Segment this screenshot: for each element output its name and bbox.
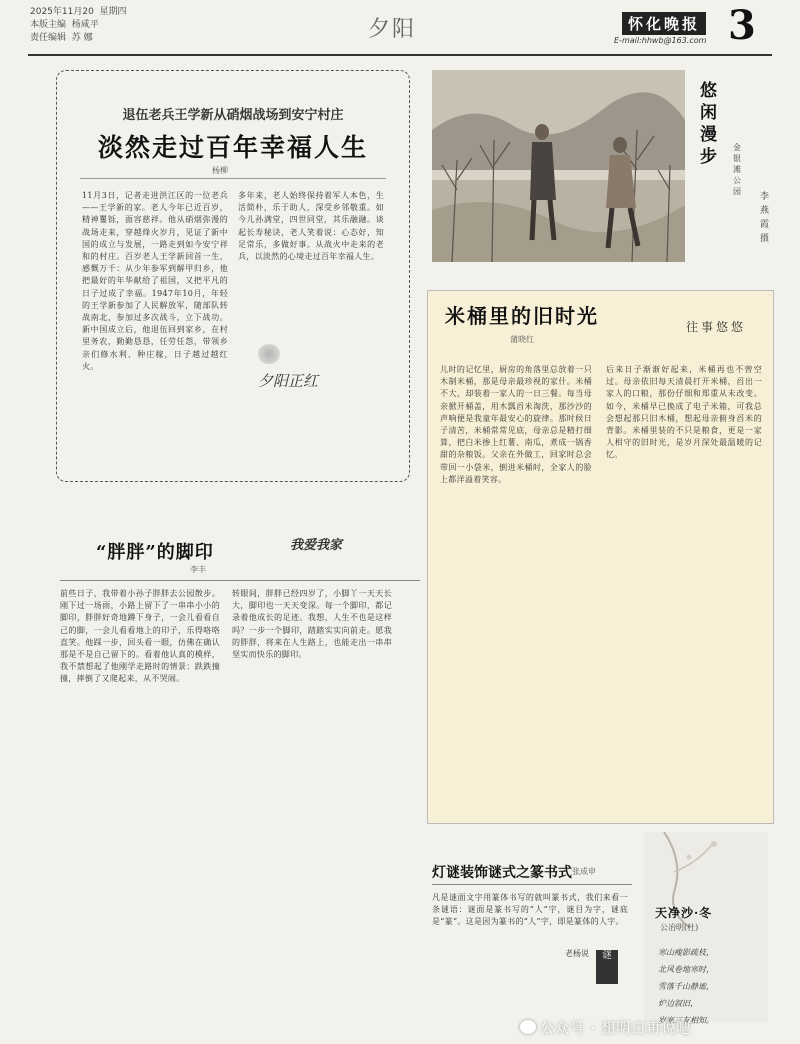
- riddle-seal: 谜: [596, 950, 618, 984]
- main-article-author: 杨柳: [212, 166, 228, 175]
- poem-line: 岁寒三友相知。: [658, 1016, 714, 1025]
- main-article-title: 淡然走过百年幸福人生: [97, 133, 368, 162]
- poem-title: 天净沙·冬: [655, 906, 713, 920]
- footprints-column-1: 前些日子，我带着小孙子胖胖去公园散步。刚下过一场雨，小路上留下了一串串小小的脚印，胖胖好奇地蹲下身子，一会儿看看自己的脚，一会儿看看地上的印子，乐得咯咯直笑。他踩一步，回头看一眼，仿佛在确认那是不是自己留下的。看着他认真的模样，我不禁想起了他刚学走路时的情景：跌跌撞撞，摔倒了又爬起来，从不哭闹。: [60, 589, 220, 684]
- poem-line: 寒山瘦影疏枝，: [658, 948, 714, 957]
- main-article-subtitle: 退伍老兵王学新从硝烟战场到安宁村庄: [122, 108, 344, 123]
- rice-article-rubric: 往事悠悠: [686, 320, 747, 334]
- section-signature: 夕阳正红: [258, 372, 319, 390]
- footprints-column-2: 转眼间，胖胖已经四岁了，小脚丫一天天长大，脚印也一天天变深。每一个脚印，都记录着他成长的足迹。我想，人生不也是这样吗？一步一个脚印，踏踏实实向前走。愿我的胖胖，将来在人生路上，也能走出一串串坚实而快乐的脚印。: [232, 589, 392, 660]
- poem-lines: [658, 944, 762, 1029]
- riddle-article-title: 灯谜装饰谜式之篆书式: [432, 865, 572, 881]
- issue-weekday: 星期四: [99, 7, 127, 17]
- riddle-article-author: 张成申: [572, 867, 596, 876]
- photo-illustration: [432, 70, 685, 262]
- wechat-icon: [520, 1020, 536, 1034]
- main-article-column-2: 多年来，老人始终保持着军人本色，生活简朴，乐于助人，深受乡邻敬重。如今儿孙满堂，四世同堂，其乐融融。谈起长寿秘诀，老人笑着说：心态好，知足常乐，多做好事。从战火中走来的老兵，以淡然的心境走过百年幸福人生。: [238, 191, 384, 262]
- photo-location: 金银滩公园: [733, 143, 741, 196]
- rice-article-column-1: 儿时的记忆里，厨房的角落里总放着一只木制米桶，那是母亲最珍视的家什。米桶不大，却装着一家人的一日三餐。每当母亲掀开桶盖，用木瓢舀米淘洗，那沙沙的声响便是我童年最安心的旋律。那时候日子清苦，米桶常常见底，母亲总是精打细算，把白米掺上红薯、南瓜，煮成一锅香甜的杂粮饭。父亲在外做工，回家时总会带回一小袋米，倒进米桶时，全家人的脸上都洋溢着笑容。: [440, 365, 592, 484]
- rice-article-author: 蒲晓红: [510, 335, 534, 344]
- newspaper-masthead: 怀化晚报: [622, 12, 706, 35]
- duty-editor-name: 苏 娜: [71, 33, 93, 43]
- footprints-article-rule: [60, 580, 420, 581]
- editor-name: 杨咸平: [71, 20, 99, 30]
- footprints-article-title: “胖胖”的脚印: [96, 542, 214, 563]
- newspaper-email: E-mail:hhwb@163.com: [614, 36, 707, 45]
- rice-article-column-2: 后来日子渐渐好起来，米桶再也不曾空过。母亲依旧每天清晨打开米桶，舀出一家人的口粮，那份仔细和郑重从未改变。如今，米桶早已换成了电子米箱，可我总会想起那只旧木桶，想起母亲俯身舀米的背影。米桶里装的不只是粮食，更是一家人相守的旧时光，是岁月深处最温暖的记忆。: [606, 365, 762, 460]
- photo-column-title: 悠闲漫步: [700, 81, 717, 167]
- photo-author: 李燕霞 摄: [760, 192, 770, 244]
- section-name: 夕阳: [368, 17, 417, 42]
- header-rule: [28, 54, 772, 56]
- poem-line: 炉边叙旧，: [658, 999, 698, 1008]
- poem-author: 公冶明(杜): [660, 923, 699, 932]
- footprints-article-author: 李丰: [190, 565, 206, 574]
- editor-label: 本版主编: [30, 20, 67, 30]
- poem-line: 雪落千山静谧，: [658, 982, 714, 991]
- duty-editor-label: 责任编辑: [30, 33, 67, 43]
- footprints-rubric: 我爱我家: [290, 538, 343, 553]
- page-number: 3: [728, 2, 756, 49]
- issue-meta: [30, 6, 127, 45]
- issue-date: 2025年11月20: [30, 7, 94, 17]
- riddle-article-body: 凡是谜面文字用篆体书写的就叫篆书式，我们来看一条谜语：谜面是篆书写的“人”字，谜目为字，谜底是“篆”。这是因为篆书的“人”字，即是篆体的人字。: [432, 893, 628, 927]
- rice-article-title: 米桶里的旧时光: [445, 304, 599, 328]
- poem-line: 北风卷地寒时，: [658, 965, 714, 974]
- riddle-article-rule: [432, 884, 632, 885]
- watermark: 公众号 · 想明白再说吧: [540, 1021, 692, 1037]
- signature-mark-icon: [258, 344, 280, 364]
- photo-walking-couple: [432, 70, 685, 262]
- riddle-column-name: 老杨说: [565, 949, 589, 958]
- main-article-column-1: 11月3日，记者走进洪江区的一位老兵——王学新的家。老人今年已近百岁，精神矍铄，面容慈祥。他从硝烟弥漫的战场走来，穿越烽火岁月，见证了新中国的成立与发展，一路走到如今安宁祥和的村庄。百岁老人王学新回首一生，感慨万千：从少年参军到解甲归乡，他把最好的年华献给了祖国，又把平凡的日子过成了幸福。1947年10月，年轻的王学新参加了人民解放军，随部队转战南北，参加过多次战斗，立下战功。新中国成立后，他退伍回到家乡，在村里务农，勤勤恳恳，任劳任怨，带领乡亲们修水利、种庄稼，日子越过越红火。: [82, 191, 228, 371]
- main-article-rule: [80, 178, 386, 179]
